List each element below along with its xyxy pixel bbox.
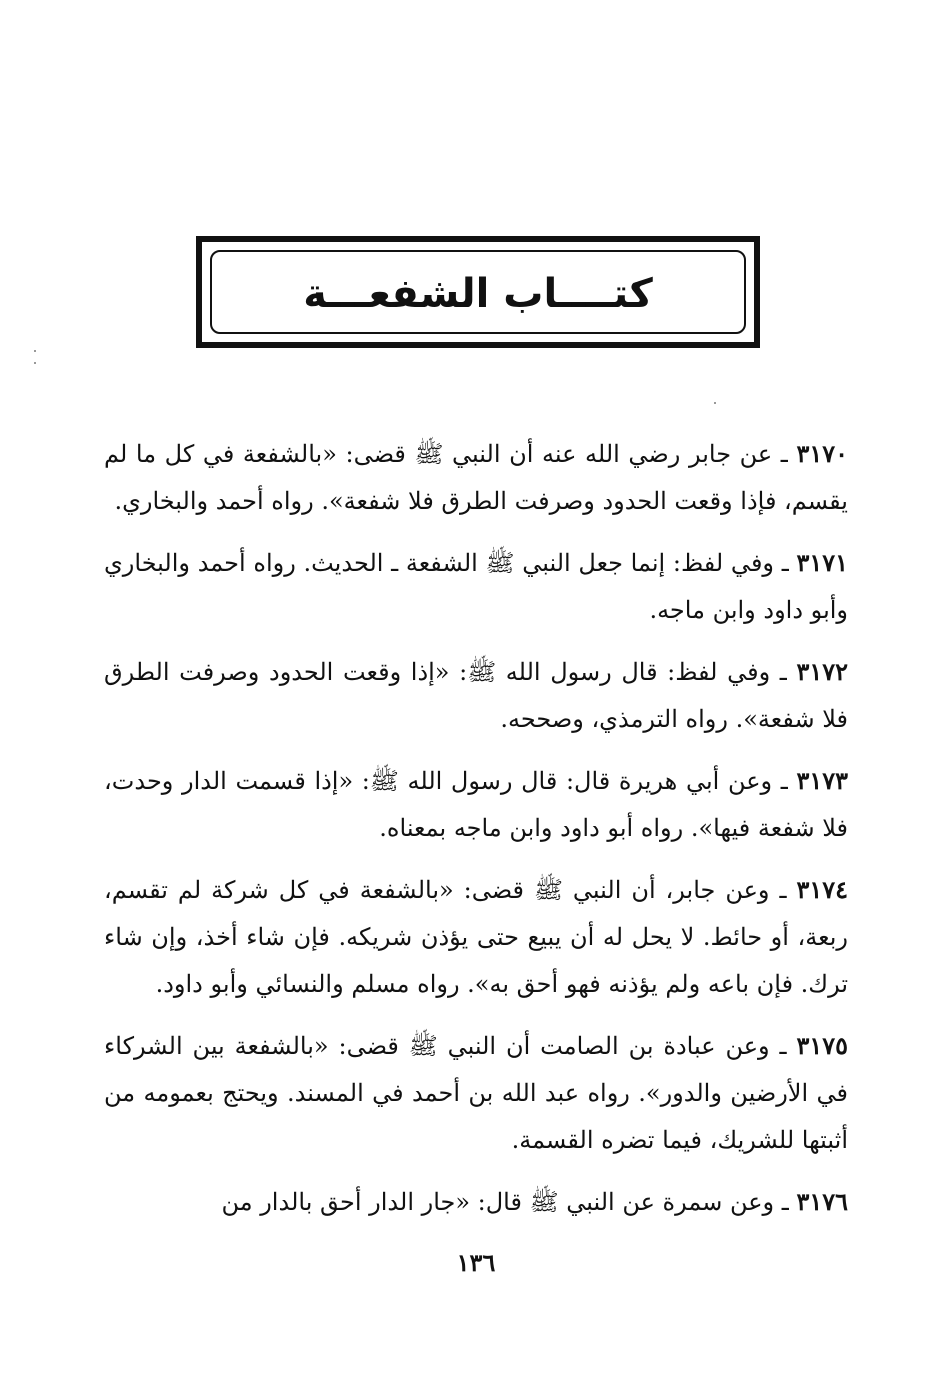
margin-speck	[34, 362, 36, 364]
hadith-text: ـ وفي لفظ: إنما جعل النبي ﷺ الشفعة ـ الحديث. رواه أحمد والبخاري وأبو داود وابن ماجه.	[104, 549, 848, 624]
hadith-3170	[104, 430, 848, 525]
margin-speck	[34, 350, 36, 352]
hadith-number: ٣١٧١	[796, 548, 848, 577]
hadith-3175	[104, 1022, 848, 1164]
hadith-text: ـ وفي لفظ: قال رسول الله ﷺ: «إذا وقعت الحدود وصرفت الطرق فلا شفعة». رواه الترمذي، وصححه.	[104, 658, 848, 733]
hadith-3171	[104, 539, 848, 634]
title-frame-inner	[210, 250, 746, 334]
hadith-3173	[104, 757, 848, 852]
hadith-list	[104, 430, 848, 1240]
hadith-3174	[104, 866, 848, 1008]
hadith-text: ـ عن جابر رضي الله عنه أن النبي ﷺ قضى: «بالشفعة في كل ما لم يقسم، فإذا وقعت الحدود وصرفت الطرق فلا شفعة». رواه أحمد والبخاري.	[104, 440, 848, 515]
page-number: ١٣٦	[456, 1248, 496, 1277]
hadith-text: ـ وعن عبادة بن الصامت أن النبي ﷺ قضى: «بالشفعة بين الشركاء في الأرضين والدور». رواه عبد الله بن أحمد في المسند. ويحتج بعمومه من أثبتها للشريك، فيما تضره القسمة.	[104, 1032, 848, 1154]
hadith-number: ٣١٧٠	[796, 439, 848, 468]
hadith-number: ٣١٧٢	[796, 657, 848, 686]
title-frame	[196, 236, 760, 348]
hadith-text: ـ وعن أبي هريرة قال: قال رسول الله ﷺ: «إذا قسمت الدار وحدت، فلا شفعة فيها». رواه أبو داود وابن ماجه بمعناه.	[104, 767, 848, 842]
book-title: كتــــاب الشفعـــة	[303, 271, 653, 317]
hadith-text: ـ وعن سمرة عن النبي ﷺ قال: «جار الدار أحق بالدار من	[221, 1188, 797, 1216]
hadith-3176	[104, 1178, 848, 1226]
hadith-number: ٣١٧٤	[796, 875, 848, 904]
hadith-3172	[104, 648, 848, 743]
hadith-text: ـ وعن جابر، أن النبي ﷺ قضى: «بالشفعة في كل شركة لم تقسم، ربعة، أو حائط. لا يحل له أن يبيع حتى يؤذن شريكه. فإن شاء أخذ، وإن شاء ترك. فإن باعه ولم يؤذنه فهو أحق به». رواه مسلم والنسائي وأبو داود.	[104, 876, 848, 998]
hadith-number: ٣١٧٦	[796, 1187, 848, 1216]
margin-speck	[714, 402, 716, 404]
hadith-number: ٣١٧٣	[796, 766, 848, 795]
hadith-number: ٣١٧٥	[796, 1031, 848, 1060]
